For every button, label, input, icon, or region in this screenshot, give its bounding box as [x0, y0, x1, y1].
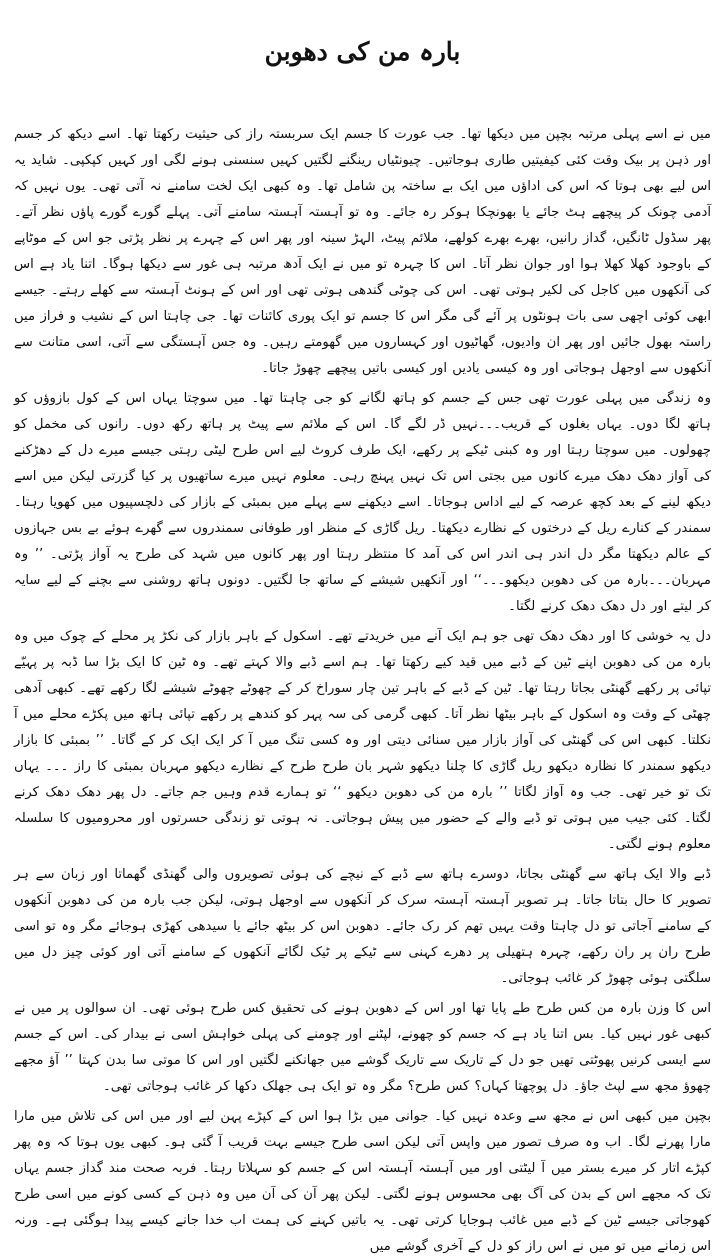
document-title: بارہ من کی دھوبن — [264, 37, 461, 66]
paragraph-6: بچپن میں کبھی اس نے مجھ سے وعدہ نہیں کیا۔ جوانی میں بڑا ہوا اس کے کپڑے پہن لیے اور میں اس کی تلاش میں مارا مارا پھرنے لگا۔ اب وہ صرف تصور میں واپس آتی لیکن اسی طرح جیسے بہت قریب آ گئی ہو۔ کبھی یوں ہوتا کہ وہ پھر کپڑے اتار کر میرے بستر میں آ لیٹتی اور میں آہستہ آہستہ اس کے جسم کو سہلاتا رہتا۔ فربہ صحت مند گداز جسم یہاں تک کہ مجھے اس کے بدن کی آگ بھی محسوس ہونے لگتی۔ لیکن پھر آن کی آن میں وہ ذہن کے کسی کونے میں اسی طرح کھوجاتی جیسے ٹین کے ڈبے میں غائب ہوجایا کرتی تھی۔ یہ باتیں کہنے کی ہمت اب خدا جانے کیسے پیدا ہوگئی ہے۔ ورنہ اس زمانے میں تو میں نے اس راز کو دل کے آخری گوشے میں — [14, 1109, 711, 1254]
document-body — [14, 122, 711, 1260]
document-page — [14, 0, 711, 1254]
paragraph-5: اس کا وزن بارہ من کس طرح طے پایا تھا اور اس کے دھوبن ہونے کی تحقیق کس طرح ہوئی تھی۔ ان سوالوں پر میں نے کبھی غور نہیں کیا۔ بس اتنا یاد ہے کہ جسم کو چھونے، لپٹنے اور چومنے کی پہلی خواہش اسی نے بیدار کی۔ اس کے جسم سے ایسی کرنیں پھوٹتی تھیں جو دل کے تاریک سے تاریک گوشے میں جھانکنے لگتیں اور اس کا موتی سا بدن کہتا ’’ آؤ مجھے چھوؤ مجھ سے لپٹ جاؤ۔ دل پوچھتا کہاں؟ کس طرح؟ مگر وہ تو ایک ہی جھلک دکھا کر غائب ہوجاتی تھی۔ — [14, 1001, 711, 1094]
paragraph-2: وہ زندگی میں پہلی عورت تھی جس کے جسم کو ہاتھ لگانے کو جی چاہتا تھا۔ میں سوچتا یہاں اس کے کول بازوؤں کو ہاتھ لگا دوں۔ یہاں بغلوں کے قریب۔۔۔نہیں ڈر لگے گا۔ اس کے ملائم سے پیٹ پر ہاتھ رکھ دوں۔ رانوں کی مخمل کو چھولوں۔ میں سوچتا رہتا اور وہ کبنی ٹیکے پر رکھے، ایک طرف کروٹ لیے اس طرح لیٹی رہتی جیسے میرے دل کے دھڑکنے کی آواز دھک دھک میرے کانوں میں بجتی اس تک نہیں پہنچ رہی۔ معلوم نہیں میرے ساتھیوں پر کیا گزرتی لیکن میں اسے دیکھ لینے کے بعد کچھ عرصہ کے لیے اداس ہوجاتا۔ اسے دیکھنے سے پہلے میں بمبئی کے بازار کی دلچسپیوں میں کھویا رہتا۔ سمندر کے کنارے ریل کے درختوں کے نظارے دیکھتا۔ ریل گاڑی کے منظر اور طوفانی سمندروں سے گھرے ہوئے بے بس جہازوں کے عالم دیکھتا مگر دل اندر ہی اندر اس کی آمد کا منتظر رہتا اور پھر کانوں میں شہد کی طرح یہ آواز پڑتی۔ ’’ وہ مہربان۔۔۔بارہ من کی دھوبن دیکھو۔۔۔‘‘ اور آنکھیں شیشے کے ساتھ جا لگتیں۔ دونوں ہاتھ روشنی سے بچنے کے لیے سایہ کر لیتے اور دل دھک دھک کرنے لگتا۔ — [14, 391, 711, 614]
paragraph-4: ڈبے والا ایک ہاتھ سے گھنٹی بجاتا، دوسرے ہاتھ سے ڈبے کے نیچے کی ہوئی تصویروں والی گھنڈی گھماتا اور زبان سے ہر تصویر کا حال بتاتا جاتا۔ ہر تصویر آہستہ آہستہ سرک کر آنکھوں سے اوجھل ہوتی، لیکن جب بارہ من کی دھوبن آنکھوں کے سامنے آجاتی تو دل چاہتا وقت یہیں تھم کر رک جائے۔ دھوبن اس کر بیٹھ جائے یا سیدھی کھڑی ہوجائے مگر وہ تو اسی طرح ران پر ران رکھے، چہرہ ہتھیلی پر دھرے کہنی سے ٹیکے پر ٹیک لگائے آنکھوں کے سامنے آتی اور کوئی چیز دل میں سلگتی ہوئی چھوڑ کر غائب ہوجاتی۔ — [14, 867, 711, 986]
paragraph-1: میں نے اسے پہلی مرتبہ بچپن میں دیکھا تھا۔ جب عورت کا جسم ایک سربستہ راز کی حیثیت رکھتا تھا۔ اسے دیکھ کر جسم اور ذہن پر بیک وقت کئی کیفیتیں طاری ہوجاتیں۔ چیونٹیاں رینگنے لگتیں کہیں سنسنی ہونے لگی اور کہیں کپکپی۔ شاید یہ اس لیے بھی ہوتا کہ اس کی اداؤں میں ایک بے ساختہ پن شامل تھا۔ وہ کبھی ایک لخت سامنے نہ آتی تھی۔ یوں نہیں کہ آدمی چونک کر پیچھے ہٹ جائے یا بھونچکا ہوکر رہ جائے۔ وہ تو آہستہ آہستہ سامنے آتی۔ پہلے گورے گورے پاؤں نظر آتے۔ پھر سڈول ٹانگیں، گداز رانیں، بھرے بھرے کولھے، ملائم پیٹ، الہڑ سینہ اور پھر اس کے چہرے پر نظر پڑتی جو اس کے موٹاپے کے باوجود کھلا کھلا ہوا اور جوان نظر آتا۔ اس کا چہرہ تو میں نے ایک آدھ مرتبہ ہی غور سے دیکھا ہوگا۔ اتنا یاد ہے اس کی آنکھوں میں کاجل کی لکیر ہوتی تھی۔ اس کی چوٹی گندھی ہوتی تھی اور اس کے ہونٹ آہستہ سے کھلے رہتے۔ جیسے ابھی کوئی اچھی سی بات ہونٹوں پر آئے گی مگر اس کا جسم تو ایک پوری کائنات تھا۔ جی چاہتا اس کے نشیب و فراز میں راستہ بھول جائیں اور پھر ان وادیوں، گھاٹیوں اور کہساروں میں گھومتے رہیں۔ وہ جس آہستگی سے آتی، اسی متانت سے آنکھوں سے اوجھل ہوجاتی اور وہ کیسی یادیں اور کیسی باتیں پیچھے چھوڑ جاتا۔ — [14, 127, 711, 376]
paragraph-3: دل یہ خوشی کا اور دھک دھک تھی جو ہم ایک آنے میں خریدتے تھے۔ اسکول کے باہر بازار کی نکڑ پر محلے کے چوک میں وہ بارہ من کی دھوبن اپنے ٹین کے ڈبے میں قید کیے رکھتا تھا۔ ہم اسے ڈبے والا کہتے تھے۔ وہ ٹین کا ایک بڑا سا ڈبہ پر پہیّے تپائی پر رکھے گھنٹی بجاتا رہتا تھا۔ ٹین کے ڈبے کے باہر تین چار سوراخ کر کے چھوٹے چھوٹے شیشے لگا رکھے تھے۔ کبھی آدھی چھٹی کے وقت وہ اسکول کے باہر بیٹھا نظر آتا۔ کبھی گرمی کی سہ پہر کو کندھے پر رکھے تپائی ہاتھ میں پکڑے محلے میں آ نکلتا۔ کبھی اس کی گھنٹی کی آواز بازار میں سنائی دیتی اور وہ کسی تنگ میں آ کر ایک ایک کر کے گاتا۔ ’’ بمبئی کا بازار دیکھو سمندر کا نظارہ دیکھو ریل گاڑی کا چلنا دیکھو شہر بان طرح طرح کے نظارے دیکھو مہربان بمبئی کا راز ۔۔۔ یہاں تک تو خیر تھی۔ جب وہ آواز لگاتا ’’ بارہ من کی دھوبن دیکھو ‘‘ تو ہمارے قدم وہیں جم جاتے۔ دل پھر دھک دھک کرنے لگتا۔ کئی جیب میں ہوتی تو ڈبے والے کے حضور میں پیش ہوجاتی۔ نہ ہوتی تو زندگی حسرتوں اور محرومیوں کا سلسلہ معلوم ہونے لگتی۔ — [14, 629, 711, 852]
